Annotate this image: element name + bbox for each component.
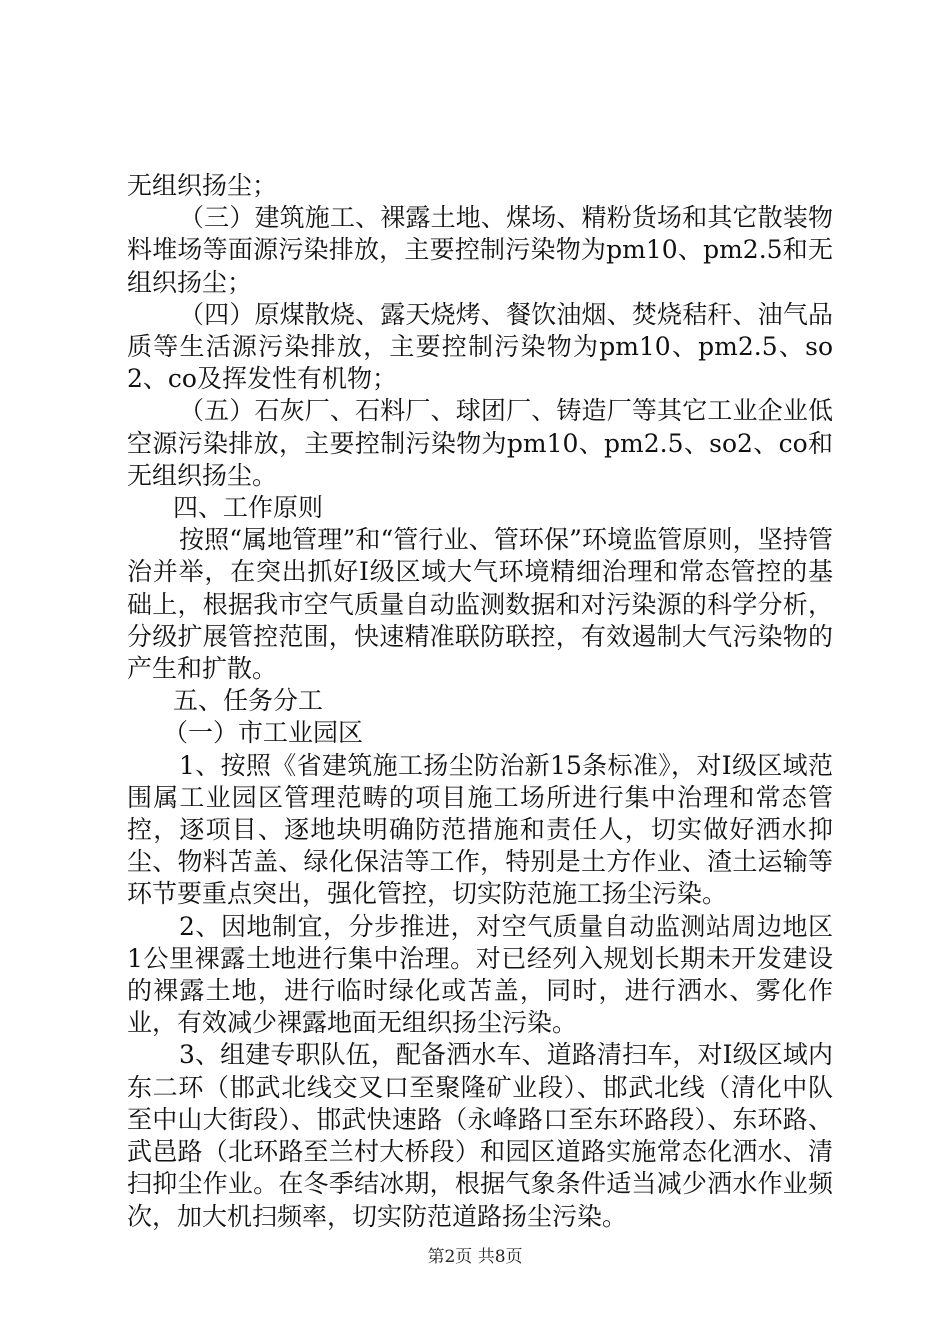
subsection-heading-industrial-park: （一）市工业园区 bbox=[163, 718, 364, 748]
paragraph-continuation: 无组织扬尘； bbox=[127, 171, 278, 200]
paragraph-task-2: 2、因地制宜，分步推进，对空气质量自动监测站周边地区1公里裸露土地进行集中治理。对已经列入规划长期未开发建设的裸露土地，进行临时绿化或苫盖，同时，进行洒水、雾化作业，有效减少裸露地面无组织扬尘污染。 bbox=[127, 911, 833, 1038]
document-body bbox=[127, 170, 833, 1233]
paragraph-item-5: （五）石灰厂、石料厂、球团厂、铸造厂等其它工业企业低空源污染排放，主要控制污染物为pm10、pm2.5、so2、co和无组织扬尘。 bbox=[127, 396, 833, 490]
page-footer: 第2页 共8页 bbox=[427, 1247, 523, 1267]
paragraph-item-4: （四）原煤散烧、露天烧烤、餐饮油烟、焚烧秸秆、油气品质等生活源污染排放，主要控制污染物为pm10、pm2.5、so2、co及挥发性有机物； bbox=[127, 299, 833, 394]
section-heading-principles: 四、工作原则 bbox=[173, 493, 324, 523]
section-heading-tasks: 五、任务分工 bbox=[173, 686, 324, 716]
paragraph-task-3: 3、组建专职队伍，配备洒水车、道路清扫车，对Ⅰ级区域内东二环（邯武北线交叉口至聚隆矿业段）、邯武北线（清化中队至中山大街段）、邯武快速路（永峰路口至东环路段）、东环路、武邑路（北环路至兰村大桥段）和园区道路实施常态化洒水、清扫抑尘作业。在冬季结冰期，根据气象条件适当减少洒水作业频次，加大机扫频率，切实防范道路扬尘污染。 bbox=[127, 1040, 833, 1231]
paragraph-task-1: 1、按照《省建筑施工扬尘防治新15条标准》，对Ⅰ级区域范围属工业园区管理范畴的项目施工场所进行集中治理和常态管控，逐项目、逐地块明确防范措施和责任人，切实做好洒水抑尘、物料苫盖、绿化保洁等工作，特别是土方作业、渣土运输等环节要重点突出，强化管控，切实防范施工扬尘污染。 bbox=[127, 750, 833, 909]
paragraph-item-3: （三）建筑施工、裸露土地、煤场、精粉货场和其它散装物料堆场等面源污染排放，主要控制污染物为pm10、pm2.5和无组织扬尘； bbox=[127, 203, 833, 297]
paragraph-principles: 按照“属地管理”和“管行业、管环保”环境监管原则，坚持管治并举，在突出抓好Ⅰ级区域大气环境精细治理和常态管控的基础上，根据我市空气质量自动监测数据和对污染源的科学分析，分级扩展管控范围，快速精准联防联控，有效遏制大气污染物的产生和扩散。 bbox=[127, 525, 833, 684]
